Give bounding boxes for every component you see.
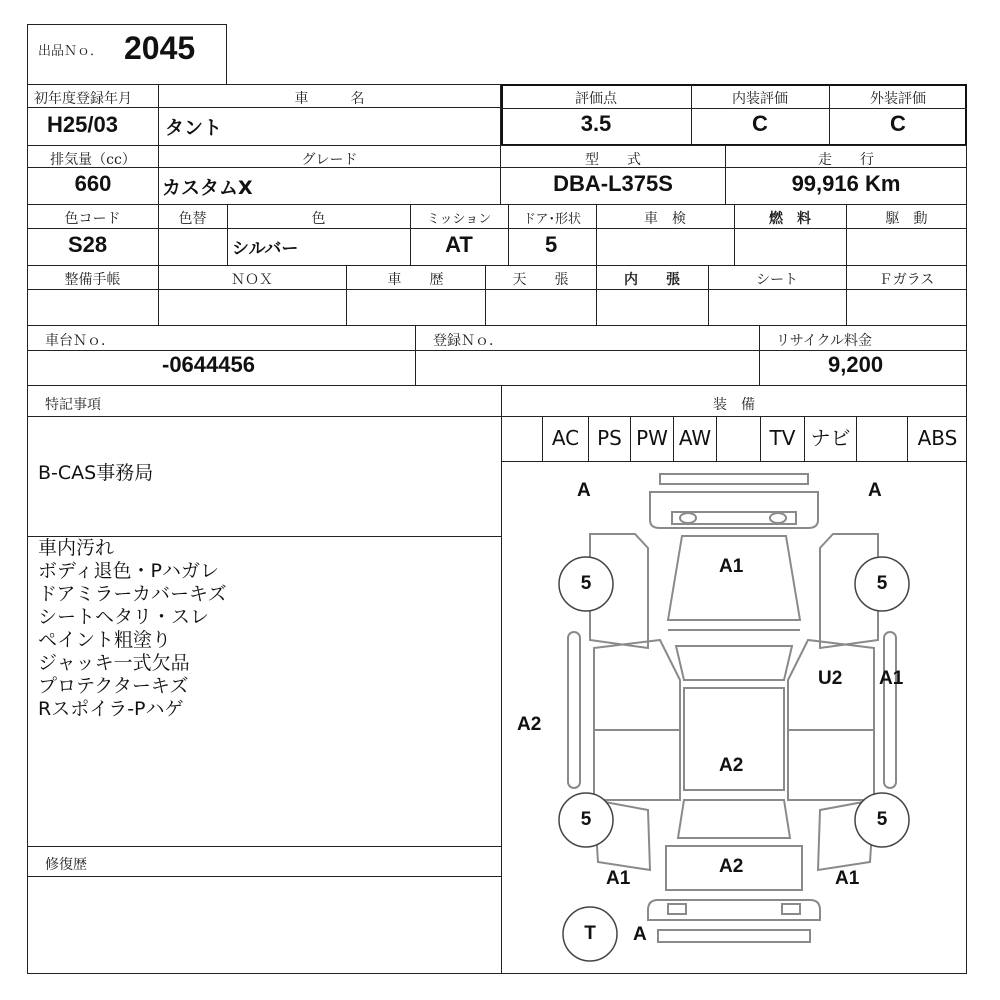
- drive-label: 駆 動: [885, 211, 928, 227]
- fuel-label: 燃 料: [769, 211, 811, 227]
- grade-rear-bumper: A: [633, 924, 647, 945]
- note-line: Rスポイラ-Pハゲ: [38, 698, 184, 720]
- grade-left-side: A2: [517, 714, 542, 735]
- displacement-label: 排気量（cc）: [50, 152, 136, 168]
- exterior-value: C: [890, 111, 906, 136]
- maintenance-label: 整備手帳: [64, 272, 121, 288]
- note-line: ドアミラーカバーキズ: [38, 583, 227, 605]
- recycle-label: リサイクル料金: [776, 333, 873, 349]
- grade-windshield: A1: [719, 556, 744, 577]
- door-label: ドア･形状: [522, 212, 582, 227]
- nox-label: ＮＯＸ: [231, 272, 273, 288]
- mileage-label: 走 行: [818, 152, 874, 168]
- grade-label: グレード: [301, 152, 358, 168]
- grade-spare: T: [584, 923, 596, 944]
- grade-front-left: A: [577, 480, 591, 501]
- chassis-label: 車台Ｎｏ．: [45, 333, 115, 349]
- reg-date-value: H25/03: [47, 112, 118, 137]
- seat-label: シート: [756, 272, 798, 288]
- lot-number: 2045: [124, 30, 196, 66]
- row5-divider: [27, 350, 967, 351]
- grade-tire-rr: 5: [876, 809, 888, 830]
- equipment-ps: PS: [589, 416, 631, 462]
- grade-tire-rl: 5: [580, 809, 592, 830]
- notes-divider-1: [27, 416, 502, 417]
- note-line: シートヘタリ・スレ: [38, 606, 210, 628]
- grade-roof: A2: [719, 755, 744, 776]
- model-label: 型 式: [585, 152, 641, 168]
- inspection-label: 車 検: [644, 211, 686, 227]
- row5-vline-2: [759, 325, 760, 386]
- equipment-cell-blank: [857, 416, 908, 462]
- equipment-pw: PW: [631, 416, 674, 462]
- car-name-label: 車 名: [294, 91, 365, 107]
- grade-rear-glass: A2: [719, 856, 744, 877]
- lot-label: 出品Ｎｏ．: [38, 44, 104, 59]
- note-line: ボディ退色・Pハガレ: [38, 560, 219, 582]
- car-name-value: タント: [165, 117, 223, 139]
- equipment-aw: AW: [674, 416, 717, 462]
- score-label: 評価点: [575, 91, 617, 107]
- color-value: シルバー: [232, 239, 299, 259]
- chassis-value: -0644456: [162, 352, 255, 377]
- equipment-cell-blank: [717, 416, 761, 462]
- displacement-value: 660: [74, 171, 112, 196]
- history-label: 車 歴: [387, 272, 444, 288]
- reg-date-label: 初年度登録年月: [34, 91, 132, 107]
- note-line: 車内汚れ: [38, 537, 115, 559]
- row3-divider: [27, 228, 967, 229]
- exterior-label: 外装評価: [870, 91, 926, 107]
- notes-label: 特記事項: [45, 397, 101, 413]
- equipment-abs: ABS: [917, 426, 958, 450]
- roof-label: 天 張: [512, 272, 569, 288]
- color-code-value: S28: [68, 232, 108, 257]
- equipment-cell-blank: [501, 416, 543, 462]
- equipment-tv: TV: [761, 416, 805, 462]
- color-code-label: 色コード: [64, 211, 121, 227]
- interior-trim-label: 内 張: [624, 272, 680, 288]
- mission-label: ミッション: [426, 212, 492, 227]
- fglass-label: Ｆガラス: [878, 272, 935, 288]
- notes-list: [38, 537, 227, 721]
- score-value: 3.5: [580, 111, 612, 136]
- grade-tire-fr: 5: [876, 573, 888, 594]
- recycle-value: 9,200: [828, 352, 884, 377]
- notes-divider-4: [27, 876, 502, 877]
- equipment-label: 装 備: [713, 397, 755, 413]
- grade-front-right: A: [868, 480, 882, 501]
- grade-rear-right: A1: [835, 868, 860, 889]
- equipment-navi: ナビ: [805, 416, 857, 462]
- note-line: ジャッキ一式欠品: [38, 652, 190, 674]
- door-value: 5: [545, 232, 558, 257]
- notes-first: B-CAS事務局: [38, 462, 154, 484]
- interior-label: 内装評価: [732, 91, 788, 107]
- notes-divider-3: [27, 846, 502, 847]
- color-change-label: 色替: [178, 211, 207, 227]
- color-label: 色: [311, 211, 326, 227]
- grade-tire-fl: 5: [580, 573, 592, 594]
- grade-right-rear-door: A1: [879, 668, 904, 689]
- mileage-value: 99,916 Km: [791, 171, 901, 196]
- note-line: ペイント粗塗り: [38, 629, 172, 651]
- repair-label: 修復歴: [45, 857, 87, 873]
- note-line: プロテクターキズ: [38, 675, 189, 697]
- row4-divider: [27, 289, 967, 290]
- registration-label: 登録Ｎｏ．: [433, 333, 503, 349]
- row5-vline-1: [415, 325, 416, 386]
- grade-rear-left: A1: [606, 868, 631, 889]
- equipment-ac: AC: [543, 416, 589, 462]
- car-diagram: [502, 462, 966, 973]
- grade-right-front-door: U2: [818, 668, 843, 689]
- score-divider-h: [501, 108, 967, 109]
- mission-value: AT: [445, 232, 473, 257]
- grade-value: カスタムX: [162, 177, 253, 199]
- model-value: DBA-L375S: [553, 171, 673, 196]
- interior-value: C: [752, 111, 768, 136]
